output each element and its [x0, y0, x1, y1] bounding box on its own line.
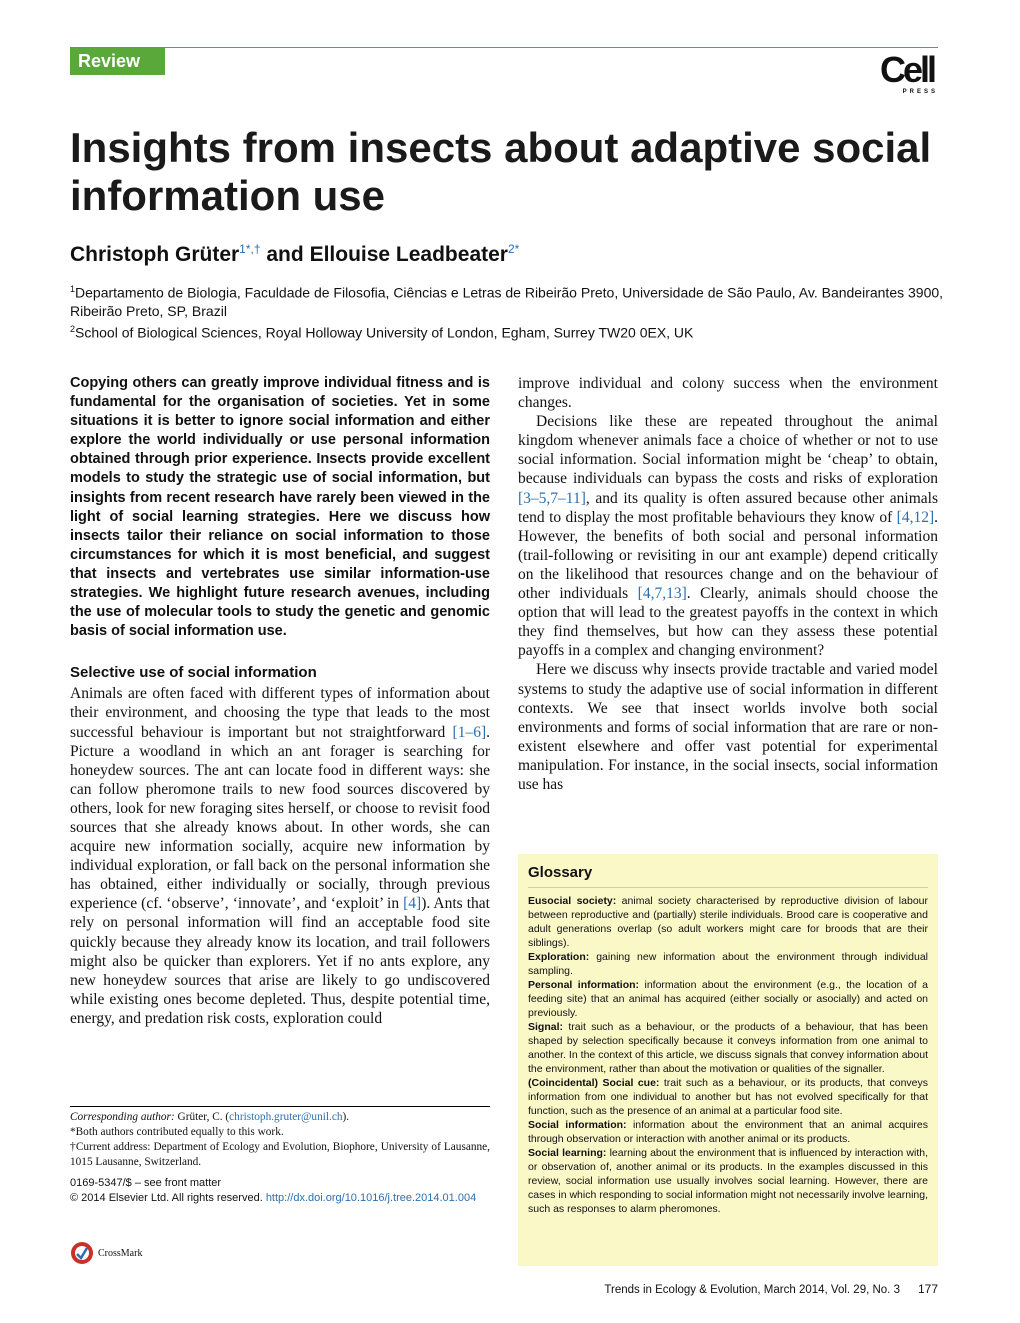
issn-line: 0169-5347/$ – see front matter	[70, 1177, 222, 1189]
copyright-line	[70, 1191, 500, 1206]
footnote-text: ).	[342, 1111, 350, 1123]
author-1: Christoph Grüter	[70, 243, 240, 266]
copyright-block	[70, 1176, 500, 1206]
text-run: . However, the benefits of both social and personal information (trail-following or revisiting in our ant example) depend critically on the likelihood that resources change and on the behaviour of other individuals	[518, 508, 938, 603]
glossary-term: Eusocial society:	[528, 895, 617, 907]
affiliation-2-text: School of Biological Sciences, Royal Holloway University of London, Egham, Surrey TW20 0EX, UK	[75, 324, 694, 341]
footnote-text: Grüter, C. (	[174, 1111, 230, 1123]
glossary-entry	[528, 950, 928, 978]
section-label: Review	[70, 48, 165, 75]
affiliation-2-num: 2	[70, 323, 76, 334]
body-paragraph: Here we discuss why insects provide tractable and varied model systems to study the adaptive use of social information in different contexts. We see that insect worlds involve both social environments and forms of social information that are rare or non-existent elsewhere and offer vast potential for experimental manipulation. For instance, in the social insects, social information use has	[518, 661, 938, 793]
right-column	[518, 374, 938, 794]
glossary-term: Social information:	[528, 1119, 627, 1131]
doi-link[interactable]: http://dx.doi.org/10.1016/j.tree.2014.01.004	[265, 1192, 477, 1204]
body-paragraph	[70, 684, 490, 1028]
glossary-entry	[528, 1020, 928, 1076]
section-heading: Selective use of social information	[70, 664, 317, 682]
text-run: . Clearly, animals should choose the option that will lead to the greatest payoffs in the context in which they find themselves, but how can they assess these potential payoffs in a complex and changing environment?	[518, 585, 938, 660]
glossary-title: Glossary	[528, 864, 928, 888]
affiliation-2	[70, 320, 950, 342]
affiliation-1	[70, 280, 950, 320]
page-footer	[604, 1282, 938, 1296]
glossary-entry	[528, 1076, 928, 1118]
cell-press-logo	[880, 49, 940, 97]
footnote-label: Corresponding author:	[70, 1111, 175, 1123]
affiliations	[70, 280, 950, 341]
text-run: Animals are often faced with different types of information about their environment, and choosing the type that leads to the most successful behaviour is important but not straightforward	[70, 685, 490, 741]
text-run: Decisions like these are repeated throughout the animal kingdom whenever animals face a choice of whether or not to use social information. Social information might be ‘cheap’ to obtain, because individuals can bypass the costs and risks of exploration	[518, 413, 938, 488]
glossary-entry	[528, 978, 928, 1020]
glossary-definition: animal society characterised by reproductive division of labour between reproductive and (partially) sterile individuals. Brood care is cooperative and adult generations overlap (so adult workers might care for broods that are their siblings).	[528, 895, 928, 949]
journal-citation: Trends in Ecology & Evolution, March 2014, Vol. 29, No. 3	[604, 1284, 900, 1296]
header-rule	[70, 47, 938, 48]
body-paragraph: improve individual and colony success when the environment changes.	[518, 375, 938, 412]
copyright-text: © 2014 Elsevier Ltd. All rights reserved.	[70, 1192, 266, 1204]
article-title: Insights from insects about adaptive social information use	[70, 124, 932, 219]
glossary-entry	[528, 1146, 928, 1216]
text-run: . Picture a woodland in which an ant forager is searching for honeydew sources. The ant can locate food in different ways: she can follow pheromone trails to new food sources discovered by others, look for new foraging sites herself, or choose to revisit food sources that she already knows about. In other words, she can acquire new information socially, acquire new information by individual exploration, or fall back on the personal information she has obtained, either individually or socially, through previous experience (cf. ‘observe’, ‘innovate’, and ‘exploit’ in	[70, 723, 490, 913]
glossary-box	[518, 854, 938, 1266]
crossmark-icon	[70, 1241, 94, 1265]
affiliation-1-text: Departamento de Biologia, Faculdade de Filosofia, Ciências e Letras de Ribeirão Preto, Universidade de São Paulo, Av. Bandeirantes 3900, Ribeirão Preto, SP, Brazil	[70, 284, 944, 319]
text-run: ). Ants that rely on personal information will find an acceptable food site quickly because they already know its location, and trail followers might also be quicker than explorers. Yet if no ants explore, any new honeydew sources that arise are likely to go undiscovered while existing ones become depleted. Thus, despite potential time, energy, and predation risk costs, exploration could	[70, 895, 490, 1027]
glossary-definition: learning about the environment that is influenced by interaction with, or observation of, another animal or its products. In the examples discussed in this review, social information use usually involves social learning. However, there are cases in which responding to social information might not necessarily involve learning, such as responses to alarm pheromones.	[528, 1147, 928, 1215]
glossary-definition: information about the environment that an animal acquires through observation or interaction with another animal or its products.	[528, 1119, 929, 1145]
affiliation-1-num: 1	[70, 284, 76, 294]
left-column	[70, 374, 490, 1028]
citation-link[interactable]: [4,7,13]	[637, 585, 687, 603]
citation-link[interactable]: [4]	[403, 895, 422, 913]
equal-contribution-note: *Both authors contributed equally to this work.	[70, 1126, 284, 1138]
author-2: Ellouise Leadbeater	[309, 243, 508, 266]
page-number: 177	[917, 1282, 938, 1296]
crossmark-label: CrossMark	[98, 1247, 143, 1259]
glossary-term: Social learning:	[528, 1147, 607, 1159]
abstract: Copying others can greatly improve individual fitness and is fundamental for the organisation of societies. Yet in some situations it is better to ignore social information and either explore the world individually or use personal information obtained through prior experience. Insects provide excellent models to study the strategic use of social information, but insights from recent research have rarely been viewed in the light of social learning strategies. Here we discuss how insects tailor their reliance on social information to those circumstances for which it is most beneficial, and suggest that insects and vertebrates use similar information-use strategies. We highlight future research avenues, including the use of molecular tools to study the genetic and genomic basis of social information use.	[70, 375, 490, 640]
logo-text: Cell	[880, 49, 935, 90]
glossary-definition: trait such as a behaviour, or its products, that conveys information from one individual to another but has not evolved specifically for that function, such as the presence of an animal at a particular food site.	[528, 1077, 928, 1117]
current-address-note: †Current address: Department of Ecology and Evolution, Biophore, University of Lausanne, 1015 Lausanne, Switzerland.	[70, 1141, 490, 1168]
citation-link[interactable]: [4,12]	[896, 508, 935, 526]
citation-link[interactable]: [1–6]	[452, 723, 487, 741]
glossary-definition: trait such as a behaviour, or the products of a behaviour, that has been shaped by selection specifically because it conveys information from one animal to another. In the context of this article, we discuss signals that convey information about the environment, rather than about the motivation or qualities of the signaller.	[528, 1021, 928, 1075]
text-run: , and its quality is often assured because other animals tend to display the most profitable behaviours they know of	[518, 489, 938, 526]
glossary-term: (Coincidental) Social cue:	[528, 1077, 660, 1089]
footnotes	[70, 1106, 490, 1170]
corresponding-author-note	[70, 1110, 490, 1125]
logo-subtext: PRESS	[902, 89, 938, 95]
author-line	[70, 242, 519, 267]
glossary-entry	[528, 894, 928, 950]
author-conjunction: and	[266, 243, 304, 266]
glossary-definition: information about the environment (e.g., the location of a feeding site) that an animal has acquired (either socially or asocially) and acted on previously.	[528, 979, 928, 1019]
glossary-term: Exploration:	[528, 951, 590, 963]
glossary-entry	[528, 1118, 928, 1146]
body-paragraph	[518, 412, 938, 660]
crossmark-badge[interactable]	[70, 1240, 160, 1266]
citation-link[interactable]: [3–5,7–11]	[518, 489, 586, 507]
email-link[interactable]: christoph.gruter@unil.ch	[229, 1111, 343, 1123]
glossary-term: Personal information:	[528, 979, 640, 991]
glossary-term: Signal:	[528, 1021, 564, 1033]
author-2-marks: 2*	[507, 242, 520, 256]
author-1-marks: 1*,†	[239, 242, 261, 256]
glossary-definition: gaining new information about the environment through individual sampling.	[528, 951, 928, 977]
